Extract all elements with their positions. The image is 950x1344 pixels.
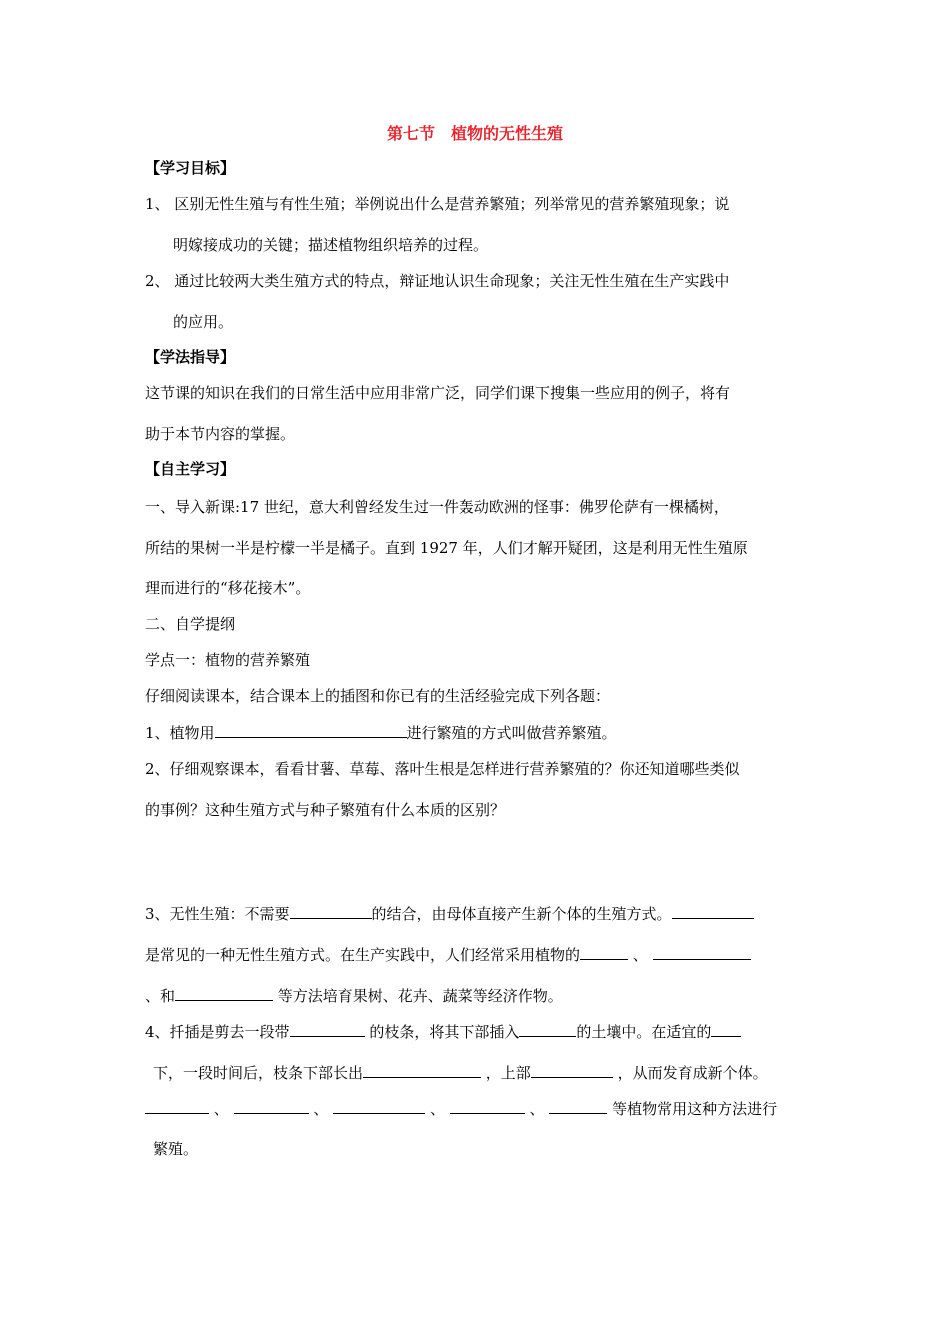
- intro-line-3: 理而进行的“移花接木”。: [145, 579, 311, 597]
- study-point-1: 学点一：植物的营养繁殖: [145, 651, 311, 669]
- fill-blank[interactable]: [333, 1098, 425, 1114]
- q3-text-f: 等方法培育果树、花卉、蔬菜等经济作物。: [277, 987, 563, 1005]
- question-4-line-3: [145, 1098, 777, 1119]
- q1-text-b: 进行繁殖的方式叫做营养繁殖。: [406, 724, 617, 742]
- fill-blank[interactable]: [363, 1062, 481, 1078]
- objective-2-line-2: 的应用。: [173, 313, 234, 331]
- objective-1-line-2: 明嫁接成功的关键；描述植物组织培养的过程。: [173, 236, 489, 254]
- q3-text-b: 的结合，由母体直接产生新个体的生殖方式。: [371, 905, 672, 923]
- fill-blank[interactable]: [215, 722, 407, 738]
- fill-blank[interactable]: [531, 1062, 613, 1078]
- q4-text-k: 等植物常用这种方法进行: [612, 1100, 778, 1118]
- intro-line-1: 一、导入新课:17 世纪，意大利曾经发生过一件轰动欧洲的怪事：佛罗伦萨有一棵橘树，: [145, 498, 729, 516]
- fill-blank[interactable]: [672, 903, 754, 919]
- intro-line-2: 所结的果树一半是柠檬一半是橘子。直到 1927 年，人们才解开疑团，这是利用无性生殖原: [145, 539, 748, 557]
- fill-blank[interactable]: [450, 1098, 525, 1114]
- section-header-self-study: 【自主学习】: [145, 460, 236, 478]
- question-2-line-2: 的事例？这种生殖方式与种子繁殖有什么本质的区别？: [145, 801, 506, 819]
- question-4-line-4: 繁殖。: [153, 1140, 199, 1158]
- section-header-method: 【学法指导】: [145, 348, 236, 366]
- fill-blank[interactable]: [175, 985, 273, 1001]
- method-line-1: 这节课的知识在我们的日常生活中应用非常广泛，同学们课下搜集一些应用的例子，将有: [145, 384, 731, 402]
- question-1: [145, 722, 617, 743]
- q3-text-d: 、: [632, 946, 648, 964]
- question-4-line-1: [145, 1021, 741, 1042]
- fill-blank[interactable]: [290, 903, 372, 919]
- question-2-line-1: 2、仔细观察课本，看看甘薯、草莓、落叶生根是怎样进行营养繁殖的？你还知道哪些类似: [145, 760, 740, 778]
- q4-text-j: 、: [529, 1100, 545, 1118]
- q4-text-e: ，上部: [485, 1064, 531, 1082]
- fill-blank[interactable]: [234, 1098, 309, 1114]
- q4-text-a: 4、扦插是剪去一段带: [145, 1023, 290, 1041]
- q4-text-b: 的枝条，将其下部插入: [369, 1023, 520, 1041]
- q4-text-c: 的土壤中。在适宜的: [576, 1023, 712, 1041]
- fill-blank[interactable]: [290, 1021, 365, 1037]
- fill-blank[interactable]: [145, 1098, 209, 1114]
- outline-header: 二、自学提纲: [145, 615, 236, 633]
- q4-text-f: ，从而发育成新个体。: [617, 1064, 768, 1082]
- section-header-objectives: 【学习目标】: [145, 159, 236, 177]
- question-3-line-2: [145, 944, 751, 965]
- fill-blank[interactable]: [519, 1021, 576, 1037]
- fill-blank[interactable]: [711, 1021, 741, 1037]
- question-4-line-2: [153, 1062, 768, 1083]
- method-line-2: 助于本节内容的掌握。: [145, 425, 296, 443]
- q3-text-a: 3、无性生殖：不需要: [145, 905, 290, 923]
- q4-text-g: 、: [213, 1100, 229, 1118]
- question-3-line-3: [145, 985, 563, 1006]
- fill-blank[interactable]: [653, 944, 751, 960]
- objective-1-line-1: 1、 区别无性生殖与有性生殖；举例说出什么是营养繁殖；列举常见的营养繁殖现象；说: [145, 195, 730, 213]
- q3-text-e: 、和: [145, 987, 176, 1005]
- objective-2-line-1: 2、 通过比较两大类生殖方式的特点，辩证地认识生命现象；关注无性生殖在生产实践中: [145, 272, 730, 290]
- instruction-text: 仔细阅读课本，结合课本上的插图和你已有的生活经验完成下列各题：: [145, 687, 611, 705]
- q4-text-h: 、: [313, 1100, 329, 1118]
- q1-text-a: 1、植物用: [145, 724, 215, 742]
- page-title: 第七节 植物的无性生殖: [386, 124, 563, 143]
- q4-text-d: 下，一段时间后，枝条下部长出: [153, 1064, 364, 1082]
- q3-text-c: 是常见的一种无性生殖方式。在生产实践中，人们经常采用植物的: [145, 946, 581, 964]
- fill-blank[interactable]: [549, 1098, 607, 1114]
- q4-text-i: 、: [429, 1100, 445, 1118]
- fill-blank[interactable]: [580, 944, 628, 960]
- question-3-line-1: [145, 903, 754, 924]
